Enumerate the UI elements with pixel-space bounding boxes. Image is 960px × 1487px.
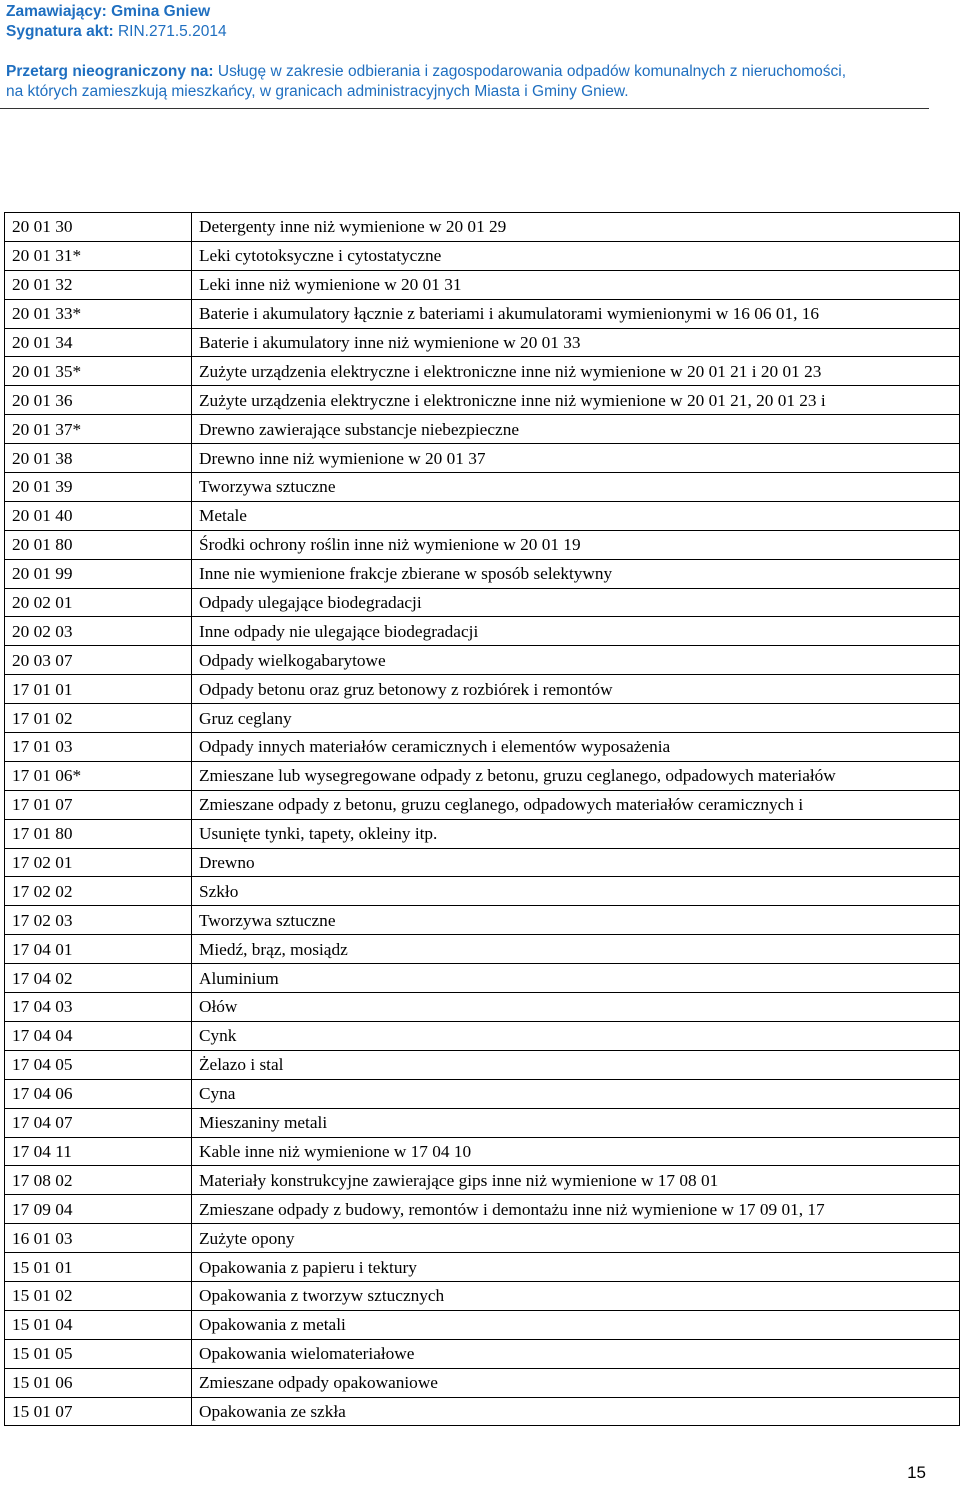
waste-description-cell: Zmieszane odpady opakowaniowe xyxy=(192,1368,960,1397)
waste-description-cell: Gruz ceglany xyxy=(192,704,960,733)
tender-value-line1: Usługę w zakresie odbierania i zagospodarowania odpadów komunalnych z nieruchomości, xyxy=(217,63,846,80)
tender-label: Przetarg nieograniczony na: xyxy=(6,63,214,80)
waste-code-cell: 17 04 03 xyxy=(5,993,192,1022)
table-row xyxy=(5,964,960,993)
waste-code-cell: 17 09 04 xyxy=(5,1195,192,1224)
table-row xyxy=(5,1224,960,1253)
waste-description-cell: Cyna xyxy=(192,1079,960,1108)
waste-code-cell: 20 01 39 xyxy=(5,473,192,502)
waste-code-cell: 20 01 37* xyxy=(5,415,192,444)
waste-code-cell: 17 04 02 xyxy=(5,964,192,993)
waste-description-cell: Usunięte tynki, tapety, okleiny itp. xyxy=(192,819,960,848)
waste-code-cell: 16 01 03 xyxy=(5,1224,192,1253)
waste-code-cell: 20 02 03 xyxy=(5,617,192,646)
waste-code-cell: 17 04 11 xyxy=(5,1137,192,1166)
waste-code-cell: 17 01 80 xyxy=(5,819,192,848)
waste-code-cell: 15 01 07 xyxy=(5,1397,192,1426)
waste-description-cell: Zmieszane odpady z betonu, gruzu ceglanego, odpadowych materiałów ceramicznych i xyxy=(192,790,960,819)
table-row xyxy=(5,935,960,964)
waste-code-cell: 17 02 01 xyxy=(5,848,192,877)
orderer-label: Zamawiający: Gmina Gniew xyxy=(6,3,211,20)
waste-code-cell: 17 04 06 xyxy=(5,1079,192,1108)
table-row xyxy=(5,213,960,242)
table-row xyxy=(5,473,960,502)
waste-description-cell: Zmieszane odpady z budowy, remontów i demontażu inne niż wymienione w 17 09 01, 17 xyxy=(192,1195,960,1224)
table-row xyxy=(5,761,960,790)
waste-codes-table xyxy=(4,212,960,1426)
table-row xyxy=(5,530,960,559)
waste-code-cell: 20 01 36 xyxy=(5,386,192,415)
tender-value-line2: na których zamieszkują mieszkańcy, w granicach administracyjnych Miasta i Gminy Gniew. xyxy=(6,83,629,100)
waste-code-cell: 20 01 31* xyxy=(5,241,192,270)
waste-description-cell: Tworzywa sztuczne xyxy=(192,906,960,935)
waste-code-cell: 20 01 32 xyxy=(5,270,192,299)
table-row xyxy=(5,386,960,415)
page-number: 15 xyxy=(907,1463,926,1482)
table-row xyxy=(5,733,960,762)
table-row xyxy=(5,415,960,444)
waste-description-cell: Szkło xyxy=(192,877,960,906)
table-row xyxy=(5,1021,960,1050)
table-row xyxy=(5,270,960,299)
table-row xyxy=(5,1050,960,1079)
waste-description-cell: Odpady wielkogabarytowe xyxy=(192,646,960,675)
waste-code-cell: 20 01 33* xyxy=(5,299,192,328)
waste-code-cell: 15 01 02 xyxy=(5,1281,192,1310)
waste-description-cell: Drewno zawierające substancje niebezpieczne xyxy=(192,415,960,444)
waste-description-cell: Zużyte urządzenia elektryczne i elektroniczne inne niż wymienione w 20 01 21 i 20 01 23 xyxy=(192,357,960,386)
waste-description-cell: Tworzywa sztuczne xyxy=(192,473,960,502)
waste-description-cell: Odpady betonu oraz gruz betonowy z rozbiórek i remontów xyxy=(192,675,960,704)
waste-description-cell: Detergenty inne niż wymienione w 20 01 29 xyxy=(192,213,960,242)
waste-description-cell: Odpady innych materiałów ceramicznych i elementów wyposażenia xyxy=(192,733,960,762)
table-row xyxy=(5,444,960,473)
waste-code-cell: 17 01 01 xyxy=(5,675,192,704)
waste-description-cell: Opakowania ze szkła xyxy=(192,1397,960,1426)
table-row xyxy=(5,1166,960,1195)
table-row xyxy=(5,1397,960,1426)
waste-description-cell: Odpady ulegające biodegradacji xyxy=(192,588,960,617)
table-row xyxy=(5,1281,960,1310)
table-row xyxy=(5,588,960,617)
waste-description-cell: Drewno inne niż wymienione w 20 01 37 xyxy=(192,444,960,473)
table-row xyxy=(5,357,960,386)
waste-code-cell: 17 01 06* xyxy=(5,761,192,790)
waste-description-cell: Leki inne niż wymienione w 20 01 31 xyxy=(192,270,960,299)
waste-description-cell: Zużyte opony xyxy=(192,1224,960,1253)
table-row xyxy=(5,241,960,270)
table-row xyxy=(5,501,960,530)
waste-description-cell: Środki ochrony roślin inne niż wymienione w 20 01 19 xyxy=(192,530,960,559)
waste-description-cell: Metale xyxy=(192,501,960,530)
table-row xyxy=(5,877,960,906)
table-row xyxy=(5,646,960,675)
signature-label: Sygnatura akt: xyxy=(6,23,114,40)
waste-description-cell: Baterie i akumulatory łącznie z bateriami i akumulatorami wymienionymi w 16 06 01, 16 xyxy=(192,299,960,328)
waste-description-cell: Opakowania z tworzyw sztucznych xyxy=(192,1281,960,1310)
waste-description-cell: Zmieszane lub wysegregowane odpady z betonu, gruzu ceglanego, odpadowych materiałów xyxy=(192,761,960,790)
waste-code-cell: 20 01 34 xyxy=(5,328,192,357)
waste-code-cell: 15 01 06 xyxy=(5,1368,192,1397)
waste-code-cell: 20 02 01 xyxy=(5,588,192,617)
waste-description-cell: Inne odpady nie ulegające biodegradacji xyxy=(192,617,960,646)
table-row xyxy=(5,1195,960,1224)
table-row xyxy=(5,1079,960,1108)
waste-code-cell: 20 01 99 xyxy=(5,559,192,588)
waste-code-cell: 17 01 03 xyxy=(5,733,192,762)
waste-code-cell: 20 01 30 xyxy=(5,213,192,242)
waste-description-cell: Kable inne niż wymienione w 17 04 10 xyxy=(192,1137,960,1166)
table-row xyxy=(5,906,960,935)
signature-value: RIN.271.5.2014 xyxy=(117,23,227,40)
waste-code-cell: 17 01 07 xyxy=(5,790,192,819)
table-row xyxy=(5,790,960,819)
waste-description-cell: Inne nie wymienione frakcje zbierane w sposób selektywny xyxy=(192,559,960,588)
table-row xyxy=(5,1137,960,1166)
table-row xyxy=(5,993,960,1022)
tender-line-1 xyxy=(6,62,930,82)
waste-code-cell: 17 01 02 xyxy=(5,704,192,733)
table-row xyxy=(5,1339,960,1368)
waste-description-cell: Materiały konstrukcyjne zawierające gips inne niż wymienione w 17 08 01 xyxy=(192,1166,960,1195)
waste-description-cell: Cynk xyxy=(192,1021,960,1050)
waste-description-cell: Opakowania z metali xyxy=(192,1310,960,1339)
waste-code-cell: 20 01 40 xyxy=(5,501,192,530)
table-row xyxy=(5,704,960,733)
waste-code-cell: 17 04 04 xyxy=(5,1021,192,1050)
waste-description-cell: Mieszaniny metali xyxy=(192,1108,960,1137)
waste-code-cell: 17 08 02 xyxy=(5,1166,192,1195)
waste-code-cell: 17 04 01 xyxy=(5,935,192,964)
waste-code-cell: 17 04 05 xyxy=(5,1050,192,1079)
tender-title-block xyxy=(6,62,930,102)
table-row xyxy=(5,675,960,704)
document-header xyxy=(6,2,930,102)
waste-code-cell: 20 01 38 xyxy=(5,444,192,473)
signature-line xyxy=(6,22,930,42)
waste-code-cell: 20 01 80 xyxy=(5,530,192,559)
table-row xyxy=(5,1368,960,1397)
table-row xyxy=(5,617,960,646)
table-row xyxy=(5,299,960,328)
waste-description-cell: Ołów xyxy=(192,993,960,1022)
waste-code-cell: 17 04 07 xyxy=(5,1108,192,1137)
table-row xyxy=(5,559,960,588)
table-row xyxy=(5,1253,960,1282)
waste-code-cell: 20 01 35* xyxy=(5,357,192,386)
waste-code-cell: 15 01 05 xyxy=(5,1339,192,1368)
waste-description-cell: Miedź, brąz, mosiądz xyxy=(192,935,960,964)
waste-code-cell: 20 03 07 xyxy=(5,646,192,675)
waste-description-cell: Drewno xyxy=(192,848,960,877)
waste-code-cell: 17 02 02 xyxy=(5,877,192,906)
waste-table-body xyxy=(5,213,960,1426)
table-row xyxy=(5,848,960,877)
waste-code-cell: 17 02 03 xyxy=(5,906,192,935)
header-divider xyxy=(0,108,929,109)
table-row xyxy=(5,819,960,848)
waste-description-cell: Aluminium xyxy=(192,964,960,993)
table-row xyxy=(5,1310,960,1339)
waste-description-cell: Zużyte urządzenia elektryczne i elektroniczne inne niż wymienione w 20 01 21, 20 01 23 i xyxy=(192,386,960,415)
waste-description-cell: Opakowania z papieru i tektury xyxy=(192,1253,960,1282)
waste-code-cell: 15 01 04 xyxy=(5,1310,192,1339)
table-row xyxy=(5,328,960,357)
waste-description-cell: Opakowania wielomateriałowe xyxy=(192,1339,960,1368)
waste-description-cell: Leki cytotoksyczne i cytostatyczne xyxy=(192,241,960,270)
table-row xyxy=(5,1108,960,1137)
waste-code-cell: 15 01 01 xyxy=(5,1253,192,1282)
waste-description-cell: Baterie i akumulatory inne niż wymienione w 20 01 33 xyxy=(192,328,960,357)
waste-description-cell: Żelazo i stal xyxy=(192,1050,960,1079)
